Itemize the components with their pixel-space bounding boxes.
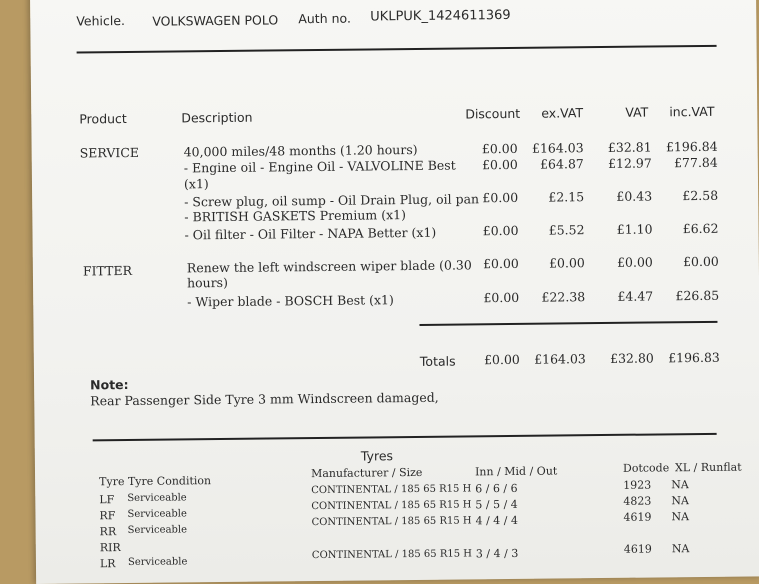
row-product: SERVICE <box>79 144 140 161</box>
note-label: Note: <box>90 376 129 393</box>
tyre-manufacturer: CONTINENTAL / 185 65 R15 H <box>311 499 472 513</box>
tyre-condition: Serviceable <box>127 524 188 537</box>
tyre-position: LR <box>99 557 116 571</box>
row-vat: £4.47 <box>617 288 654 304</box>
row-discount: £0.00 <box>481 156 518 173</box>
tyres-header-condition: Tyre Tyre Condition <box>99 474 212 489</box>
tyres-title: Tyres <box>360 448 394 464</box>
row-description-cont: hours) <box>186 274 229 291</box>
tyres-header-depth: Inn / Mid / Out <box>474 464 558 479</box>
tyre-position: RF <box>99 509 116 523</box>
totals-incvat: £196.83 <box>668 349 720 366</box>
row-description: - Screw plug, oil sump - Oil Drain Plug, oil pan <box>184 191 480 210</box>
row-description: Renew the left windscreen wiper blade (0.30 <box>186 257 472 276</box>
row-discount: £0.00 <box>482 189 519 206</box>
row-description-cont: (x1) <box>183 176 209 192</box>
tyre-condition: Serviceable <box>127 492 187 505</box>
col-product: Product <box>79 110 127 127</box>
note-divider <box>93 433 717 442</box>
row-discount: £0.00 <box>481 140 518 157</box>
row-discount: £0.00 <box>483 289 520 306</box>
auth-value: UKLPUK_1424611369 <box>370 7 511 25</box>
col-vat: VAT <box>625 104 649 120</box>
row-exvat: £5.52 <box>548 222 585 238</box>
tyre-depth: 5 / 5 / 4 <box>475 497 518 512</box>
row-incvat: £77.84 <box>673 154 718 171</box>
totals-label: Totals <box>419 353 456 369</box>
tyre-depth: 6 / 6 / 6 <box>475 481 518 496</box>
tyre-xl: NA <box>671 510 690 524</box>
row-exvat: £164.03 <box>531 140 584 156</box>
note-text: Rear Passenger Side Tyre 3 mm Windscreen damaged, <box>90 389 439 409</box>
row-description: 40,000 miles/48 months (1.20 hours) <box>183 141 418 160</box>
tyres-header-xl: XL / Runflat <box>674 460 742 475</box>
col-description: Description <box>181 109 253 126</box>
col-discount: Discount <box>465 105 521 122</box>
tyre-position: LF <box>99 493 115 507</box>
row-exvat: £0.00 <box>548 255 585 271</box>
tyre-depth: 4 / 4 / 4 <box>475 513 519 528</box>
totals-divider <box>419 321 717 326</box>
row-incvat: £196.84 <box>665 138 718 155</box>
row-description: - Engine oil - Engine Oil - VALVOLINE Best <box>183 157 456 176</box>
col-incvat: inc.VAT <box>669 103 715 120</box>
row-description: - Oil filter - Oil Filter - NAPA Better (x1) <box>184 224 437 243</box>
auth-label: Auth no. <box>298 10 351 27</box>
row-incvat: £2.58 <box>682 187 719 204</box>
row-vat: £1.10 <box>616 221 653 237</box>
row-incvat: £0.00 <box>682 253 719 270</box>
tyre-manufacturer: CONTINENTAL / 185 65 R15 H <box>311 515 472 529</box>
totals-exvat: £164.03 <box>534 351 586 367</box>
tyres-header-manufacturer: Manufacturer / Size <box>310 465 423 481</box>
totals-vat: £32.80 <box>610 350 654 366</box>
row-vat: £12.97 <box>607 155 652 171</box>
tyre-position: RR <box>99 525 117 539</box>
row-vat: £0.00 <box>616 254 653 270</box>
row-exvat: £22.38 <box>541 289 586 305</box>
vehicle-value: VOLKSWAGEN POLO <box>152 12 279 29</box>
row-description-cont: - BRITISH GASKETS Premium (x1) <box>184 207 407 225</box>
row-description: - Wiper blade - BOSCH Best (x1) <box>187 292 394 310</box>
tyre-xl: NA <box>671 542 690 556</box>
row-exvat: £2.15 <box>548 189 585 205</box>
row-incvat: £6.62 <box>682 220 719 237</box>
tyre-dotcode: 4823 <box>623 494 652 508</box>
tyre-position: RIR <box>99 541 121 555</box>
vehicle-label: Vehicle. <box>76 13 126 29</box>
totals-discount: £0.00 <box>483 351 520 368</box>
invoice-page <box>30 0 759 584</box>
tyre-dotcode: 4619 <box>623 510 652 524</box>
tyre-condition: Serviceable <box>127 508 187 521</box>
header-divider <box>77 45 717 54</box>
tyre-xl: NA <box>671 494 689 508</box>
tyre-dotcode: 4619 <box>623 542 652 556</box>
tyre-manufacturer: CONTINENTAL / 185 65 R15 H <box>311 483 472 497</box>
col-exvat: ex.VAT <box>541 105 584 121</box>
row-discount: £0.00 <box>482 255 519 272</box>
row-incvat: £26.85 <box>675 287 720 304</box>
row-product: FITTER <box>82 262 133 279</box>
tyres-header-dotcode: Dotcode <box>622 461 670 475</box>
tyre-xl: NA <box>671 478 689 492</box>
row-exvat: £64.87 <box>539 156 584 172</box>
tyre-condition: Serviceable <box>127 556 188 569</box>
tyre-dotcode: 1923 <box>623 478 652 492</box>
row-vat: £0.43 <box>616 188 653 204</box>
tyre-manufacturer: CONTINENTAL / 185 65 R15 H <box>311 548 473 562</box>
row-discount: £0.00 <box>482 222 519 239</box>
tyre-depth: 3 / 4 / 3 <box>475 546 519 561</box>
row-vat: £32.81 <box>607 139 652 155</box>
